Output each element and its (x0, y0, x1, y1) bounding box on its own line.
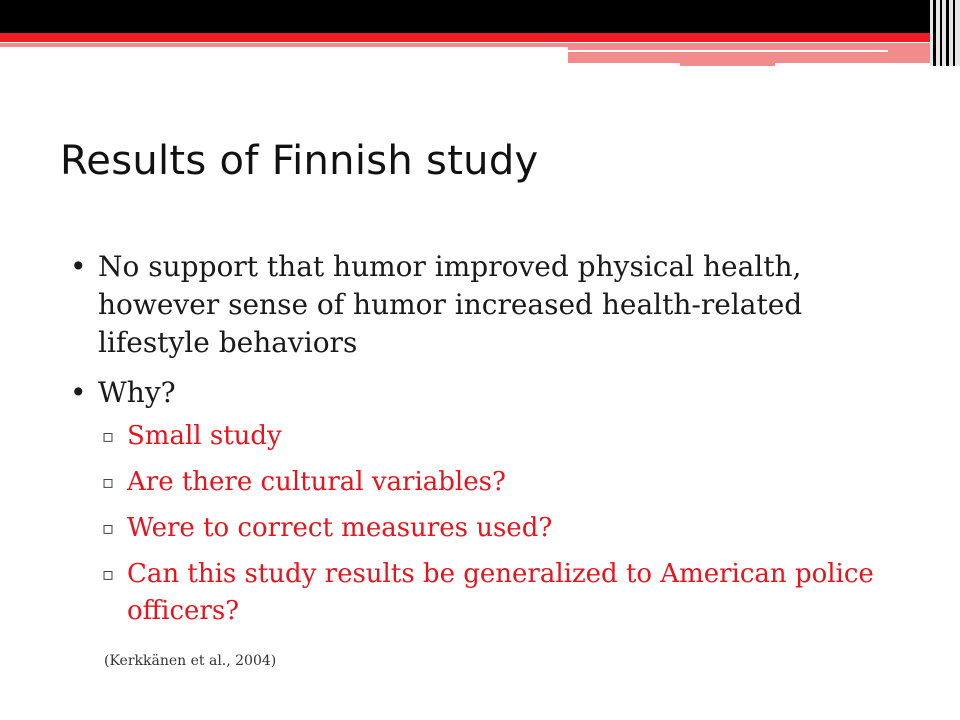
bullet-text: Why? (98, 376, 176, 409)
header-vertical-bar (946, 0, 949, 66)
bullet-item (70, 374, 910, 412)
square-bullet-icon: ▫ (102, 518, 115, 539)
bullet-item (70, 248, 910, 362)
slide-title: Results of Finnish study (60, 138, 539, 184)
square-bullet-icon: ▫ (102, 564, 115, 585)
header-band-pink-block (568, 43, 930, 63)
square-bullet-icon: ▫ (102, 426, 115, 447)
header-band-red (0, 33, 930, 42)
sub-bullet-item (70, 464, 910, 501)
sub-bullet-item (70, 418, 910, 455)
header-vertical-bar (953, 0, 955, 66)
sub-bullet-text: Can this study results be generalized to American police officers? (127, 559, 874, 626)
bullet-dot-icon: • (70, 250, 87, 283)
bullet-text: No support that humor improved physical health, however sense of humor increased health-related lifestyle behaviors (98, 250, 803, 359)
header-band-black (0, 0, 930, 33)
sub-bullet-text: Are there cultural variables? (127, 467, 506, 497)
header-vertical-bar (940, 0, 942, 66)
bullet-list (70, 248, 910, 639)
sub-bullet-text: Were to correct measures used? (127, 513, 553, 543)
header-band-pink-small (680, 63, 775, 66)
header-band-pink (0, 43, 568, 47)
sub-bullet-text: Small study (127, 421, 282, 451)
header-vertical-bar (933, 0, 936, 66)
header-band-white-line (568, 50, 888, 52)
sub-bullet-item (70, 510, 910, 547)
citation: (Kerkkänen et al., 2004) (104, 653, 277, 669)
square-bullet-icon: ▫ (102, 472, 115, 493)
bullet-dot-icon: • (70, 376, 87, 409)
sub-bullet-item (70, 556, 910, 630)
